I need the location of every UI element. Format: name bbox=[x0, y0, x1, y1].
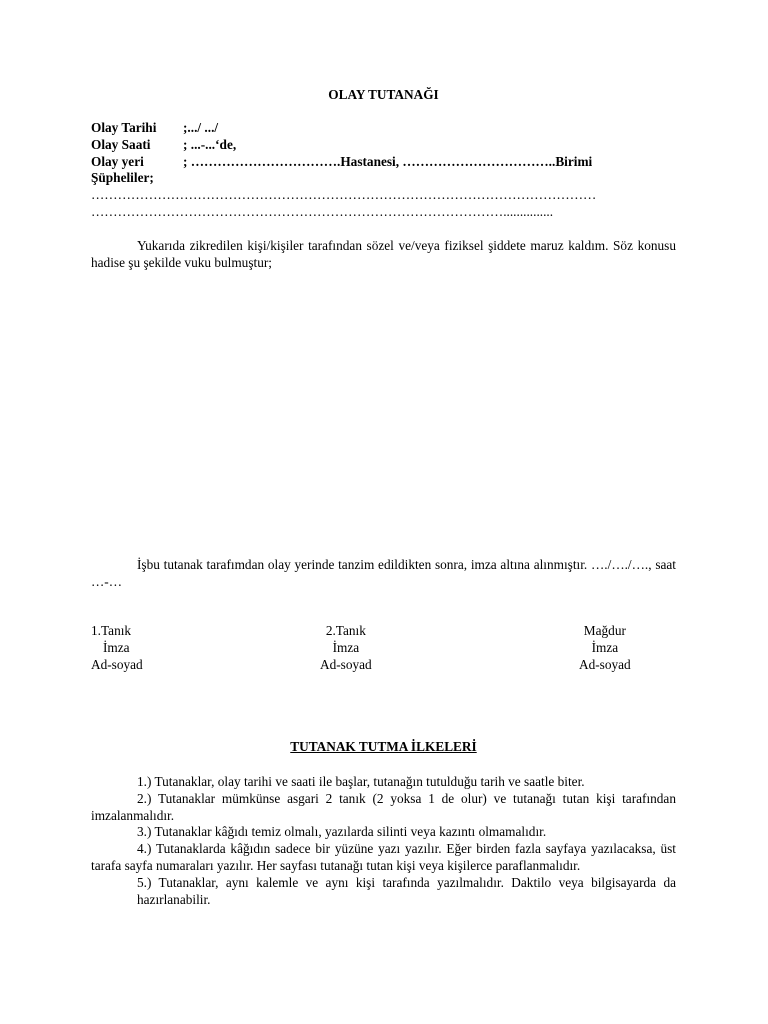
signature-role: Mağdur bbox=[583, 623, 626, 638]
signature-witness-1 bbox=[91, 623, 143, 673]
signature-name: Ad-soyad bbox=[579, 656, 631, 672]
document-page bbox=[91, 0, 676, 1024]
closing-paragraph: İşbu tutanak tarafımdan olay yerinde tanzim edildikten sonra, imza altına alınmıştır. …./…./…., saat …-… bbox=[91, 557, 676, 589]
statement-paragraph: Yukarıda zikredilen kişi/kişiler tarafından sözel ve/veya fiziksel şiddete maruz kaldım. Söz konusu hadise şu şekilde vuku bulmuştur; bbox=[91, 238, 676, 270]
time-value: ; ...-...‘de, bbox=[183, 136, 237, 152]
date-value: ;.../ .../ bbox=[183, 120, 219, 135]
rule-item: 2.) Tutanaklar mümkünse asgari 2 tanık (2 yoksa 1 de olur) ve tutanağı tutan kişi tarafından imzalanmalıdır. bbox=[91, 790, 676, 823]
signature-name: Ad-soyad bbox=[320, 656, 372, 672]
suspects-label: Şüpheliler; bbox=[91, 170, 154, 186]
rule-item: 1.) Tutanaklar, olay tarihi ve saati ile başlar, tutanağın tutulduğu tarih ve saatle biter. bbox=[137, 774, 585, 789]
rules-list bbox=[91, 774, 676, 908]
signature-sign: İmza bbox=[332, 639, 360, 655]
time-row bbox=[91, 137, 676, 154]
signature-block bbox=[91, 623, 676, 683]
suspects-dots-line-1: …………………………………………………………………………………………………… bbox=[91, 187, 597, 203]
signature-sign: İmza bbox=[103, 639, 130, 655]
time-label: Olay Saati bbox=[91, 136, 151, 152]
date-row bbox=[91, 120, 676, 137]
suspects-row bbox=[91, 170, 676, 187]
signature-role: 1.Tanık bbox=[91, 623, 132, 638]
document-title: OLAY TUTANAĞI bbox=[328, 87, 439, 102]
place-row bbox=[91, 154, 676, 171]
place-label: Olay yeri bbox=[91, 153, 144, 169]
rules-title: TUTANAK TUTMA İLKELERİ bbox=[290, 739, 477, 754]
signature-name: Ad-soyad bbox=[91, 656, 143, 672]
rule-item: 4.) Tutanaklarda kâğıdın sadece bir yüzüne yazı yazılır. Eğer birden fazla sayfaya yazılacaksa, üst tarafa sayfa numaraları yazılır. Her sayfası tutanağı tutan kişi veya kişilerce paraflanmalıdır. bbox=[91, 841, 676, 873]
rule-item: 5.) Tutanaklar, aynı kalemle ve aynı kişi tarafında yazılmalıdır. Daktilo veya bilgisayarda da hazırlanabilir. bbox=[137, 874, 676, 907]
place-value: ; …………………………….Hastanesi, ……………………………..Birimi bbox=[183, 153, 593, 169]
signature-victim bbox=[579, 623, 631, 673]
date-label: Olay Tarihi bbox=[91, 120, 157, 135]
signature-role: 2.Tanık bbox=[325, 623, 366, 638]
signature-witness-2 bbox=[320, 623, 372, 673]
rule-item: 3.) Tutanaklar kâğıdı temiz olmalı, yazılarda silinti veya kazıntı olmamalıdır. bbox=[137, 824, 547, 840]
incident-fields bbox=[91, 120, 676, 221]
suspects-dots-line-2: …………………………………………………………………………………............... bbox=[91, 203, 554, 219]
signature-sign: İmza bbox=[591, 639, 619, 655]
